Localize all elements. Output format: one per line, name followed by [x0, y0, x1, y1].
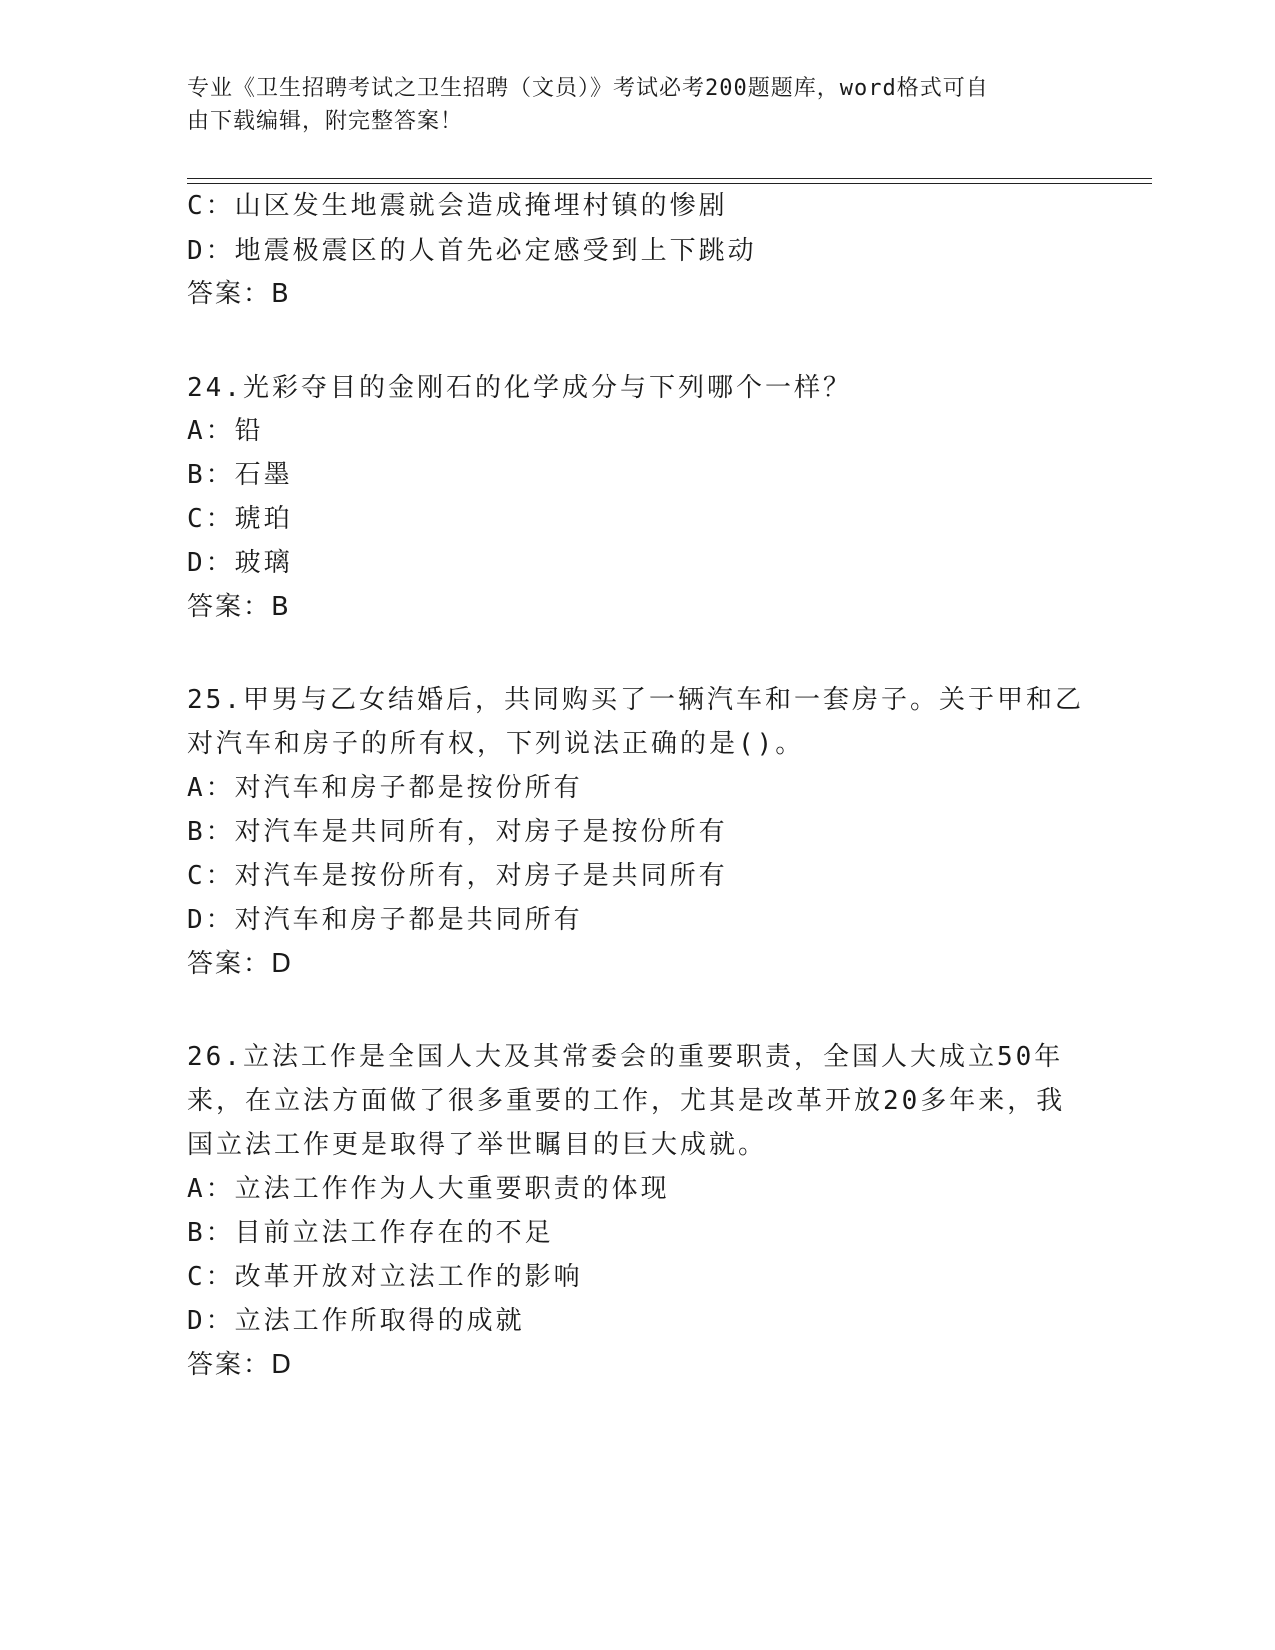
q24-option-c: C：琥珀 [187, 504, 293, 534]
q26-stem-line-2: 来，在立法方面做了很多重要的工作，尤其是改革开放20多年来，我 [187, 1086, 1066, 1116]
q23-option-d: D：地震极震区的人首先必定感受到上下跳动 [187, 236, 757, 266]
header-divider-top [187, 178, 1152, 179]
q24-stem: 24.光彩夺目的金刚石的化学成分与下列哪个一样？ [187, 373, 852, 403]
q24-answer: 答案：B [187, 592, 291, 622]
q26-option-d: D：立法工作所取得的成就 [187, 1306, 525, 1336]
q25-option-a: A：对汽车和房子都是按份所有 [187, 773, 583, 803]
q26-option-b: B：目前立法工作存在的不足 [187, 1218, 554, 1248]
q25-option-c: C：对汽车是按份所有，对房子是共同所有 [187, 861, 728, 891]
q26-option-a: A：立法工作作为人大重要职责的体现 [187, 1174, 670, 1204]
document-header [187, 72, 1067, 138]
header-divider-bottom [187, 183, 1152, 184]
header-line-2: 由下载编辑，附完整答案！ [187, 109, 464, 134]
q25-answer: 答案：D [187, 949, 294, 979]
q25-option-d: D：对汽车和房子都是共同所有 [187, 905, 583, 935]
q26-answer: 答案：D [187, 1350, 294, 1380]
q26-stem-line-1: 26.立法工作是全国人大及其常委会的重要职责，全国人大成立50年 [187, 1042, 1064, 1072]
q25-stem-line-2: 对汽车和房子的所有权，下列说法正确的是()。 [187, 729, 805, 759]
q26-stem-line-3: 国立法工作更是取得了举世瞩目的巨大成就。 [187, 1130, 768, 1160]
q25-option-b: B：对汽车是共同所有，对房子是按份所有 [187, 817, 728, 847]
q25-stem-line-1: 25.甲男与乙女结婚后，共同购买了一辆汽车和一套房子。关于甲和乙 [187, 685, 1084, 715]
q26-option-c: C：改革开放对立法工作的影响 [187, 1262, 583, 1292]
q24-option-a: A：铅 [187, 416, 264, 446]
q23-option-c: C：山区发生地震就会造成掩埋村镇的惨剧 [187, 191, 728, 221]
q24-option-b: B：石墨 [187, 460, 293, 490]
q23-answer: 答案：B [187, 279, 291, 309]
q24-option-d: D：玻璃 [187, 548, 293, 578]
header-line-1: 专业《卫生招聘考试之卫生招聘（文员）》考试必考200题题库，word格式可自 [187, 76, 989, 101]
